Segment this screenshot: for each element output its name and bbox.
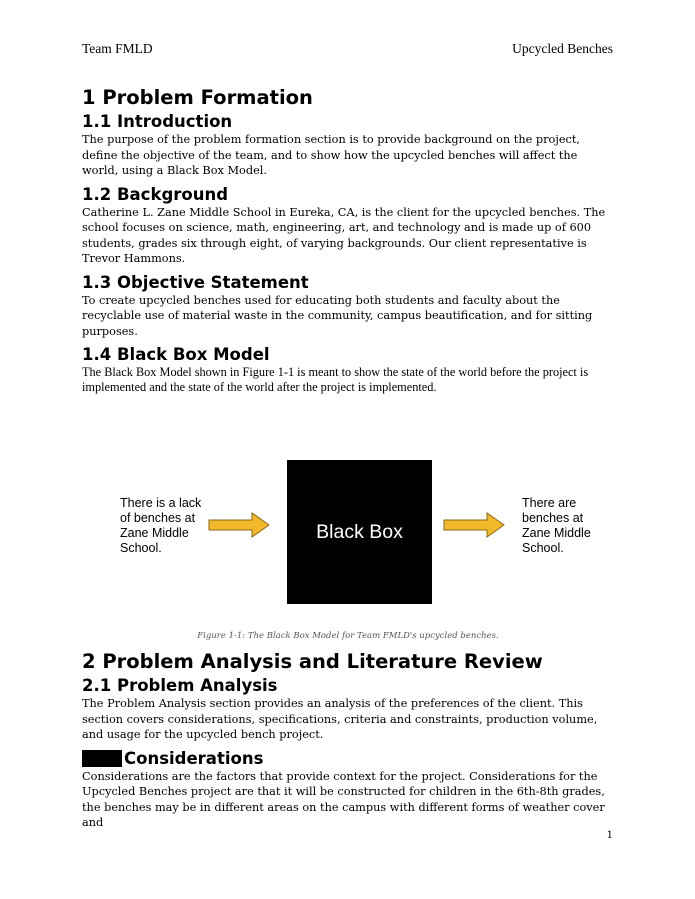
section-1-3-heading: 1.3 Objective Statement bbox=[82, 272, 309, 292]
section-1-heading: 1 Problem Formation bbox=[82, 86, 313, 109]
section-2-1-heading: 2.1 Problem Analysis bbox=[82, 676, 278, 695]
black-box bbox=[287, 460, 432, 604]
input-arrow-icon bbox=[208, 512, 270, 538]
section-2-heading: 2 Problem Analysis and Literature Review bbox=[82, 650, 543, 673]
section-1-2-body: Catherine L. Zane Middle School in Eureka, CA, is the client for the upcycled benches. The school focuses on science, math, engineering, art, and technology and is made up of 600 students, grades six through eight, of varying backgrounds. Our client representative is Trevor Hammons. bbox=[82, 205, 606, 265]
section-1-4-heading: 1.4 Black Box Model bbox=[82, 345, 270, 364]
page-content bbox=[82, 86, 614, 831]
input-arrow-shape bbox=[209, 513, 269, 537]
input-state-text: There is a lack of benches at Zane Middle School. bbox=[120, 496, 202, 555]
section-1-1-heading: 1.1 Introduction bbox=[82, 112, 233, 131]
page-number: 1 bbox=[606, 830, 613, 841]
figure-caption: Figure 1-1: The Black Box Model for Team FMLD's upcycled benches. bbox=[197, 631, 499, 641]
output-arrow-shape bbox=[444, 513, 504, 537]
header-team: Team FMLD bbox=[82, 41, 153, 56]
black-box-figure bbox=[82, 394, 614, 644]
considerations-body: Considerations are the factors that provide context for the project. Considerations for the Upcycled Benches project are that it will be constructed for children in the 6th-8th grades, the benches may be in different areas on the campus with different forms of weather cover and bbox=[82, 769, 605, 829]
considerations-heading bbox=[82, 749, 614, 769]
section-1-1-body: The purpose of the problem formation section is to provide background on the project, define the objective of the team, and to show how the upcycled benches will affect the world, using a Black Box Model. bbox=[82, 133, 580, 177]
section-1-4-body: The Black Box Model shown in Figure 1-1 is meant to show the state of the world before the project is implemented and the state of the world after the project is implemented. bbox=[82, 365, 589, 394]
considerations-title: Considerations bbox=[124, 748, 264, 768]
section-2-1-body: The Problem Analysis section provides an analysis of the preferences of the client. This section covers considerations, specifications, criteria and constraints, production volume, and usage for the upcycled bench project. bbox=[82, 697, 598, 741]
section-1-3-body: To create upcycled benches used for educating both students and faculty about the recyclable use of material waste in the community, campus beautification, and for sitting purposes. bbox=[82, 293, 593, 338]
section-1-2-heading: 1.2 Background bbox=[82, 184, 229, 204]
redaction-box bbox=[82, 750, 122, 767]
output-arrow-icon bbox=[443, 512, 505, 538]
black-box-label: Black Box bbox=[316, 520, 403, 543]
header-project: Upcycled Benches bbox=[512, 41, 613, 56]
output-state-text: There are benches at Zane Middle School. bbox=[522, 496, 591, 555]
